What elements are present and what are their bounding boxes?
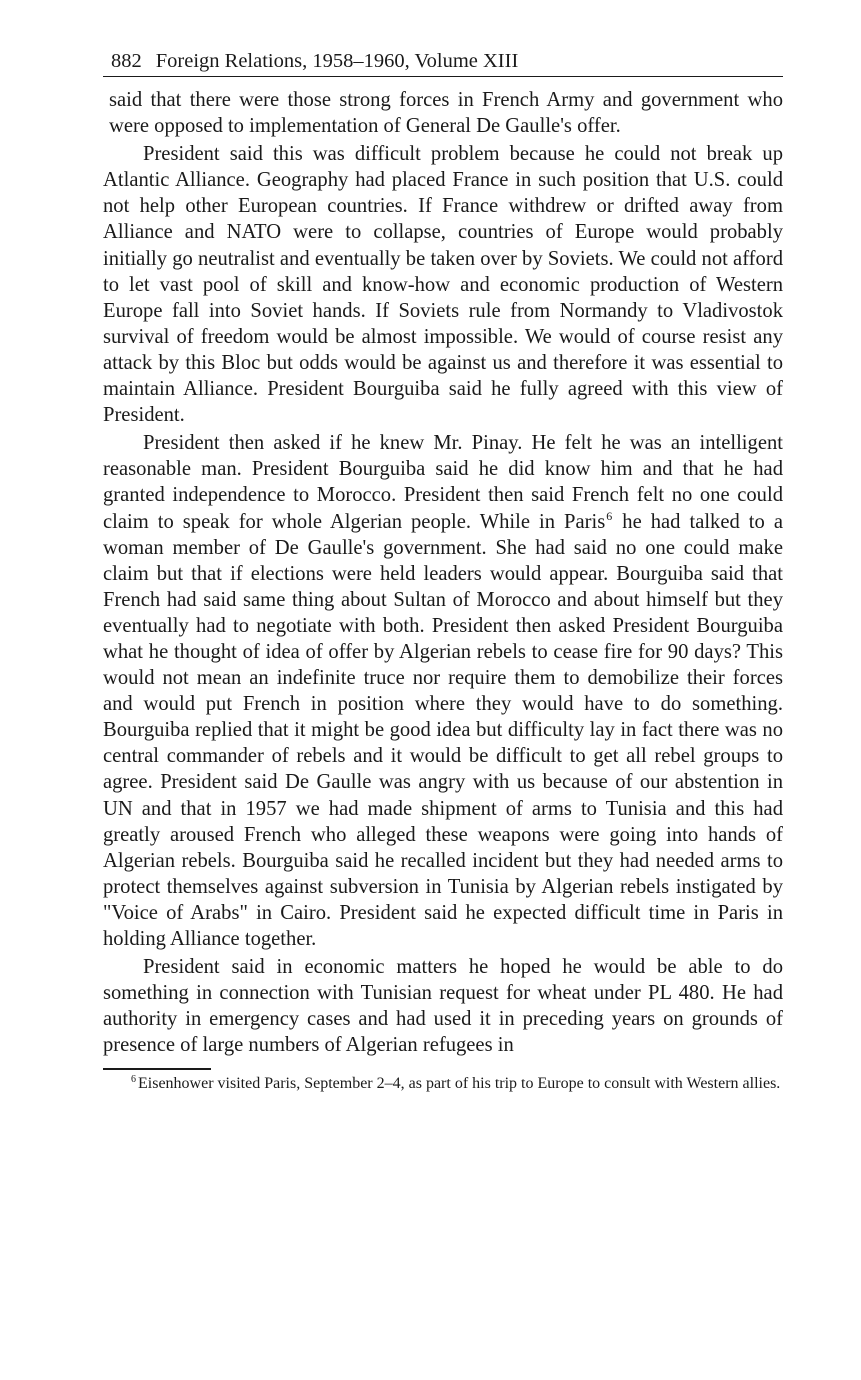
footnote (103, 1074, 783, 1093)
footnote-divider (103, 1068, 211, 1070)
paragraph-text: President then asked if he knew Mr. Pinay. He felt he was an intelligent reasonable man. President Bourguiba said he did know him and that he had granted independence to Morocco. President then said French felt no one could claim to speak for whole Algerian people. While in Paris (103, 432, 783, 533)
paragraph-atlantic-alliance: President said this was difficult problem because he could not break up Atlantic Alliance. Geography had placed France in such position that U.S. could not help other European countries. If France withdrew or drifted away from Alliance and NATO were to collapse, countries of Europe would probably initially go neutralist and eventually be taken over by Soviets. We could not afford to let vast pool of skill and know-how and economic production of Western Europe fall into Soviet hands. If Soviets rule from Normandy to Vladivostok survival of freedom would be almost impossible. We would of course resist any attack by this Bloc but odds would be against us and therefore it was essential to maintain Alliance. President Bourguiba said he fully agreed with this view of President. (103, 143, 783, 427)
paragraph-pinay (103, 430, 783, 952)
footnote-reference: 6 (606, 508, 613, 523)
running-header (103, 48, 783, 77)
paragraph-continued: said that there were those strong forces in French Army and government who were opposed to implementation of General De Gaulle's offer. (109, 89, 783, 138)
body-text (103, 87, 783, 1058)
footnote-text: Eisenhower visited Paris, September 2–4, as part of his trip to Europe to consult with Western allies. (138, 1075, 781, 1093)
volume-title: Foreign Relations, 1958–1960, Volume XIII (155, 50, 519, 72)
paragraph-text: he had talked to a woman member of De Gaulle's government. She had said no one could make claim but that if elections were held leaders would appear. Bourguiba said that French had said same thing about Sultan of Morocco and about himself but they eventually had to negotiate with both. President then asked President Bourguiba what he thought of idea of offer by Algerian rebels to cease fire for 90 days? This would not mean an indefinite truce nor require them to demobilize their forces and would put French in position where they would have to do something. Bourguiba replied that it might be good idea but difficulty lay in fact there was no central commander of rebels and it would be difficult to get all rebel groups to agree. President said De Gaulle was angry with us because of our abstention in UN and that in 1957 we had made shipment of arms to Tunisia and this had greatly aroused French who alleged these weapons were going into hands of Algerian rebels. Bourguiba said he recalled incident but they had needed arms to protect themselves against subversion in Tunisia by Algerian rebels instigated by "Voice of Arabs" in Cairo. President said he expected difficult time in Paris in holding Alliance together. (103, 510, 783, 950)
paragraph-economic-matters: President said in economic matters he hoped he would be able to do something in connection with Tunisian request for wheat under PL 480. He had authority in emergency cases and had used it in preceding years on grounds of presence of large numbers of Algerian refugees in (103, 956, 783, 1057)
document-page (103, 48, 783, 1093)
footnote-marker: 6 (131, 1074, 136, 1086)
page-number: 882 (111, 50, 142, 72)
